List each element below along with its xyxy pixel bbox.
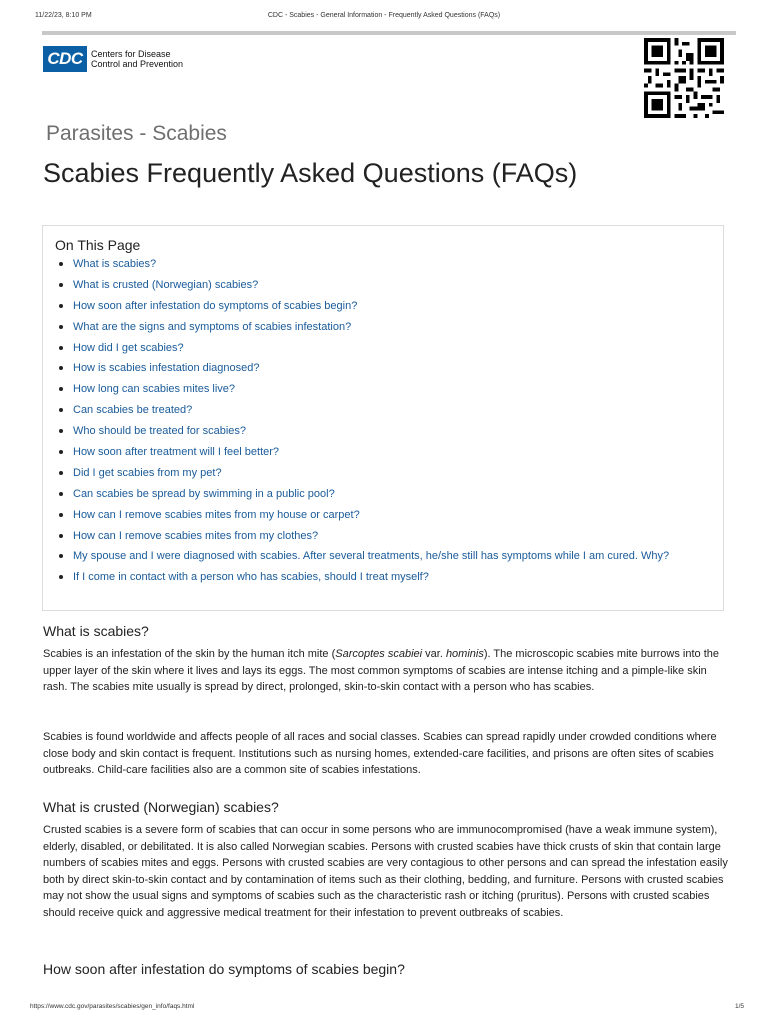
toc-link[interactable]: What is crusted (Norwegian) scabies? [73, 278, 259, 291]
toc-item [55, 319, 710, 336]
toc-item [55, 486, 710, 503]
logo-line-1: Centers for Disease [91, 49, 171, 59]
toc-item [55, 381, 710, 398]
toc-link[interactable]: How long can scabies mites live? [73, 383, 236, 396]
toc-item [55, 507, 710, 524]
toc-item [55, 298, 710, 315]
page-title: Scabies Frequently Asked Questions (FAQs) [43, 158, 578, 188]
toc-item [55, 528, 710, 545]
toc-link[interactable]: If I come in contact with a person who has scabies, should I treat myself? [73, 571, 429, 584]
toc-link[interactable]: What is scabies? [73, 258, 157, 270]
print-date: 11/22/23, 8:10 PM [35, 12, 92, 19]
section-title-what-is-scabies: What is scabies? [43, 623, 149, 639]
toc-list [55, 256, 710, 590]
toc-item [55, 360, 710, 377]
toc-item [55, 277, 710, 294]
toc-item [55, 569, 710, 586]
toc-link[interactable]: Can scabies be treated? [73, 404, 193, 417]
paragraph-what-is-scabies-1 [43, 646, 728, 696]
toc-item [55, 402, 710, 419]
cdc-logo-mark: CDC [43, 46, 87, 72]
text-segment: var. [422, 648, 446, 660]
toc-link[interactable]: How did I get scabies? [73, 341, 184, 354]
toc-link[interactable]: Who should be treated for scabies? [73, 425, 247, 438]
print-title: CDC - Scabies - General Information - Frequently Asked Questions (FAQs) [267, 12, 501, 19]
qr-code-icon [642, 38, 726, 118]
print-url: https://www.cdc.gov/parasites/scabies/gen_info/faqs.html [30, 1003, 195, 1010]
text-segment: ). The microscopic scabies mite burrows into the upper layer of the skin where it lives and lays its eggs. The most common symptoms of scabies are intense itching and a pimple-like skin rash. The scabies mite usually is spread by direct, prolonged, skin-to-skin contact with a person who has scabies. [43, 648, 720, 694]
toc-item [55, 256, 710, 273]
section-title-crusted-scabies: What is crusted (Norwegian) scabies? [43, 799, 279, 815]
toc-heading: On This Page [55, 237, 141, 253]
toc-link[interactable]: How soon after infestation do symptoms of scabies begin? [73, 299, 358, 312]
toc-link[interactable]: What are the signs and symptoms of scabies infestation? [73, 320, 352, 333]
toc-link[interactable]: Can scabies be spread by swimming in a public pool? [73, 487, 335, 500]
toc-item [55, 444, 710, 461]
toc-link[interactable]: How is scabies infestation diagnosed? [73, 362, 260, 375]
breadcrumb[interactable]: Parasites - Scabies [46, 122, 227, 145]
toc-item [55, 340, 710, 357]
cdc-logo-text [91, 49, 183, 69]
variety-name: hominis [445, 648, 484, 660]
species-name: Sarcoptes scabiei [335, 648, 423, 660]
toc-link[interactable]: How can I remove scabies mites from my house or carpet? [73, 508, 360, 521]
text-segment: Scabies is an infestation of the skin by the human itch mite ( [43, 648, 336, 660]
toc-item [55, 465, 710, 482]
section-title-how-soon: How soon after infestation do symptoms of scabies begin? [43, 961, 405, 977]
top-divider-bar [42, 31, 736, 35]
toc-item [55, 423, 710, 440]
toc-link[interactable]: How soon after treatment will I feel better? [73, 446, 280, 459]
paragraph-crusted-scabies: Crusted scabies is a severe form of scabies that can occur in some persons who are immunocompromised (have a weak immune system), elderly, disabled, or debilitated. It is also called Norwegian scabies. Persons with crusted scabies have thick crusts of skin that contain large numbers of scabies mites and eggs. Persons with crusted scabies are very contagious to other persons and can spread the infestation easily both by direct skin-to-skin contact and by contamination of items such as their clothing, bedding, and furniture. Persons with crusted scabies may not show the usual signs and symptoms of scabies such as the characteristic rash or itching (pruritus). Persons with crusted scabies should receive quick and aggressive medical treatment for their infestation to prevent outbreaks of scabies. [43, 824, 728, 919]
logo-line-2: Control and Prevention [91, 59, 184, 69]
on-this-page-box [42, 225, 724, 611]
paragraph-what-is-scabies-2: Scabies is found worldwide and affects people of all races and social classes. Scabies can spread rapidly under crowded conditions where close body and skin contact is frequent. Institutions such as nursing homes, extended-care facilities, and prisons are often sites of scabies outbreaks. Child-care facilities also are a common site of scabies infestations. [43, 731, 717, 777]
page-number: 1/5 [735, 1003, 745, 1010]
cdc-logo[interactable] [43, 46, 183, 72]
toc-item [55, 548, 710, 565]
toc-link[interactable]: My spouse and I were diagnosed with scabies. After several treatments, he/she still has symptoms while I am cured. Why? [73, 550, 670, 563]
toc-link[interactable]: How can I remove scabies mites from my clothes? [73, 529, 319, 542]
toc-link[interactable]: Did I get scabies from my pet? [73, 466, 222, 479]
